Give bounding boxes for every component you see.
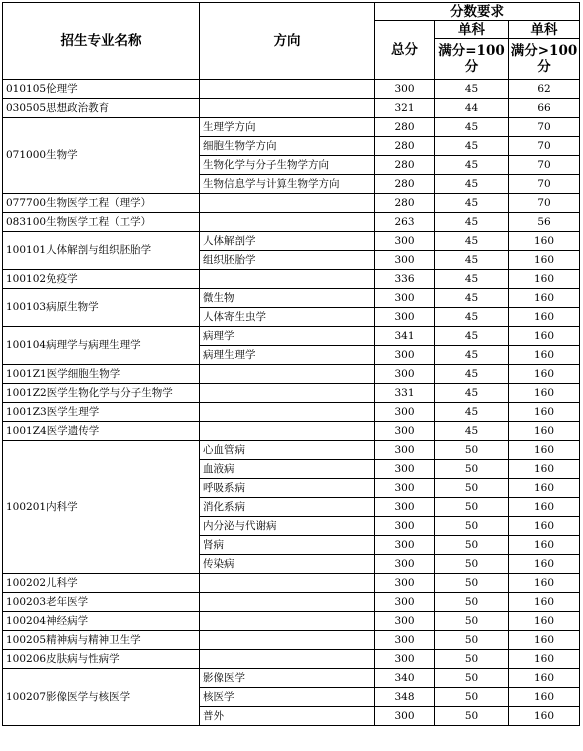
cell-major: 1001Z3医学生理学: [3, 403, 200, 422]
cell-single-subject-over-100: 160: [509, 555, 580, 574]
table-body: [3, 80, 580, 726]
cell-total-score: 300: [375, 707, 435, 726]
header-direction: 方向: [200, 3, 375, 80]
header-total-score: 总分: [375, 21, 435, 80]
cell-single-subject-100: 45: [435, 137, 509, 156]
cell-single-subject-100: 50: [435, 707, 509, 726]
cell-direction: 肾病: [200, 536, 375, 555]
cell-single-subject-100: 45: [435, 308, 509, 327]
cell-single-subject-100: 45: [435, 289, 509, 308]
cell-major: 100102免疫学: [3, 270, 200, 289]
cell-single-subject-100: 50: [435, 669, 509, 688]
cell-total-score: 300: [375, 593, 435, 612]
cell-major: 1001Z2医学生物化学与分子生物学: [3, 384, 200, 403]
cell-single-subject-over-100: 160: [509, 441, 580, 460]
cell-direction: [200, 593, 375, 612]
cell-single-subject-over-100: 160: [509, 346, 580, 365]
header-single-subject-b: 单科: [509, 21, 580, 39]
cell-direction: 病理学: [200, 327, 375, 346]
cell-single-subject-over-100: 66: [509, 99, 580, 118]
table-row: [3, 327, 580, 346]
cell-single-subject-over-100: 70: [509, 194, 580, 213]
cell-direction: 生理学方向: [200, 118, 375, 137]
cell-single-subject-100: 50: [435, 631, 509, 650]
cell-total-score: 280: [375, 194, 435, 213]
table-row: [3, 99, 580, 118]
table-row: [3, 669, 580, 688]
cell-total-score: 280: [375, 175, 435, 194]
cell-single-subject-over-100: 160: [509, 498, 580, 517]
cell-major: 030505思想政治教育: [3, 99, 200, 118]
cell-direction: 普外: [200, 707, 375, 726]
cell-single-subject-over-100: 160: [509, 631, 580, 650]
cell-single-subject-100: 45: [435, 175, 509, 194]
score-requirements-table: [2, 2, 580, 726]
cell-single-subject-100: 45: [435, 251, 509, 270]
cell-single-subject-over-100: 160: [509, 536, 580, 555]
cell-major: 100103病原生物学: [3, 289, 200, 327]
cell-single-subject-over-100: 160: [509, 517, 580, 536]
cell-direction: [200, 422, 375, 441]
table-row: [3, 574, 580, 593]
table-row: [3, 194, 580, 213]
table-row: [3, 232, 580, 251]
cell-total-score: 263: [375, 213, 435, 232]
cell-direction: [200, 574, 375, 593]
cell-major: 100204神经病学: [3, 612, 200, 631]
cell-single-subject-100: 45: [435, 346, 509, 365]
cell-direction: 生物信息学与计算生物学方向: [200, 175, 375, 194]
cell-direction: 消化系病: [200, 498, 375, 517]
cell-total-score: 280: [375, 156, 435, 175]
cell-total-score: 336: [375, 270, 435, 289]
table-row: [3, 289, 580, 308]
cell-total-score: 331: [375, 384, 435, 403]
cell-direction: 微生物: [200, 289, 375, 308]
cell-single-subject-over-100: 160: [509, 574, 580, 593]
cell-direction: [200, 384, 375, 403]
cell-total-score: 300: [375, 308, 435, 327]
cell-total-score: 280: [375, 118, 435, 137]
cell-single-subject-100: 45: [435, 232, 509, 251]
cell-single-subject-over-100: 160: [509, 460, 580, 479]
cell-major: 100205精神病与精神卫生学: [3, 631, 200, 650]
cell-single-subject-100: 45: [435, 80, 509, 99]
cell-single-subject-over-100: 160: [509, 479, 580, 498]
table-row: [3, 384, 580, 403]
cell-total-score: 300: [375, 365, 435, 384]
cell-single-subject-over-100: 160: [509, 650, 580, 669]
cell-single-subject-100: 50: [435, 612, 509, 631]
table-row: [3, 650, 580, 669]
cell-single-subject-100: 50: [435, 536, 509, 555]
cell-total-score: 300: [375, 289, 435, 308]
cell-direction: 心血管病: [200, 441, 375, 460]
cell-total-score: 300: [375, 536, 435, 555]
cell-single-subject-100: 45: [435, 422, 509, 441]
cell-single-subject-100: 45: [435, 156, 509, 175]
cell-total-score: 300: [375, 479, 435, 498]
header-single-subject-a: 单科: [435, 21, 509, 39]
cell-single-subject-over-100: 160: [509, 688, 580, 707]
cell-single-subject-100: 45: [435, 270, 509, 289]
cell-total-score: 300: [375, 232, 435, 251]
cell-single-subject-over-100: 160: [509, 612, 580, 631]
cell-total-score: 341: [375, 327, 435, 346]
cell-single-subject-over-100: 160: [509, 251, 580, 270]
cell-direction: [200, 194, 375, 213]
cell-single-subject-100: 50: [435, 479, 509, 498]
header-score-requirements: 分数要求: [375, 3, 580, 21]
cell-single-subject-100: 50: [435, 441, 509, 460]
cell-single-subject-100: 45: [435, 118, 509, 137]
table-row: [3, 213, 580, 232]
cell-single-subject-over-100: 160: [509, 422, 580, 441]
cell-major: 010105伦理学: [3, 80, 200, 99]
cell-direction: 影像医学: [200, 669, 375, 688]
cell-total-score: 300: [375, 403, 435, 422]
cell-single-subject-over-100: 70: [509, 175, 580, 194]
cell-single-subject-over-100: 160: [509, 593, 580, 612]
table-row: [3, 441, 580, 460]
cell-single-subject-100: 50: [435, 688, 509, 707]
cell-single-subject-over-100: 160: [509, 308, 580, 327]
cell-single-subject-100: 50: [435, 650, 509, 669]
table-row: [3, 403, 580, 422]
cell-single-subject-over-100: 160: [509, 270, 580, 289]
cell-total-score: 300: [375, 346, 435, 365]
cell-direction: [200, 650, 375, 669]
cell-major: 100206皮肤病与性病学: [3, 650, 200, 669]
cell-single-subject-100: 45: [435, 327, 509, 346]
cell-major: 100101人体解剖与组织胚胎学: [3, 232, 200, 270]
cell-single-subject-100: 44: [435, 99, 509, 118]
cell-direction: 核医学: [200, 688, 375, 707]
cell-single-subject-over-100: 160: [509, 327, 580, 346]
cell-direction: 呼吸系病: [200, 479, 375, 498]
cell-single-subject-over-100: 56: [509, 213, 580, 232]
cell-single-subject-over-100: 160: [509, 707, 580, 726]
cell-single-subject-100: 45: [435, 403, 509, 422]
cell-total-score: 300: [375, 574, 435, 593]
cell-total-score: 300: [375, 650, 435, 669]
table-row: [3, 593, 580, 612]
cell-single-subject-100: 50: [435, 460, 509, 479]
cell-direction: [200, 80, 375, 99]
cell-single-subject-over-100: 160: [509, 669, 580, 688]
cell-total-score: 300: [375, 612, 435, 631]
cell-direction: 内分泌与代谢病: [200, 517, 375, 536]
cell-direction: 血液病: [200, 460, 375, 479]
table-row: [3, 365, 580, 384]
cell-single-subject-100: 50: [435, 593, 509, 612]
cell-major: 1001Z4医学遗传学: [3, 422, 200, 441]
cell-single-subject-100: 45: [435, 384, 509, 403]
cell-total-score: 300: [375, 460, 435, 479]
cell-direction: [200, 403, 375, 422]
cell-total-score: 300: [375, 517, 435, 536]
cell-total-score: 280: [375, 137, 435, 156]
cell-total-score: 300: [375, 422, 435, 441]
cell-total-score: 300: [375, 555, 435, 574]
cell-total-score: 300: [375, 631, 435, 650]
table-row: [3, 80, 580, 99]
cell-single-subject-100: 50: [435, 498, 509, 517]
cell-direction: 人体解剖学: [200, 232, 375, 251]
cell-single-subject-over-100: 70: [509, 137, 580, 156]
cell-direction: [200, 365, 375, 384]
header-major: 招生专业名称: [3, 3, 200, 80]
cell-total-score: 348: [375, 688, 435, 707]
cell-single-subject-over-100: 160: [509, 365, 580, 384]
cell-direction: 传染病: [200, 555, 375, 574]
table-row: [3, 612, 580, 631]
cell-direction: 人体寄生虫学: [200, 308, 375, 327]
cell-single-subject-over-100: 62: [509, 80, 580, 99]
cell-direction: [200, 213, 375, 232]
cell-major: 077700生物医学工程（理学）: [3, 194, 200, 213]
cell-major: 100104病理学与病理生理学: [3, 327, 200, 365]
cell-single-subject-over-100: 160: [509, 232, 580, 251]
cell-single-subject-100: 50: [435, 574, 509, 593]
header-full-score-over-100: 满分>100分: [509, 39, 580, 80]
cell-direction: [200, 99, 375, 118]
cell-single-subject-over-100: 160: [509, 384, 580, 403]
cell-single-subject-100: 50: [435, 555, 509, 574]
cell-single-subject-100: 45: [435, 365, 509, 384]
table-row: [3, 422, 580, 441]
cell-single-subject-100: 45: [435, 213, 509, 232]
cell-single-subject-over-100: 70: [509, 156, 580, 175]
cell-total-score: 321: [375, 99, 435, 118]
cell-major: 100202儿科学: [3, 574, 200, 593]
cell-direction: [200, 270, 375, 289]
cell-single-subject-100: 50: [435, 517, 509, 536]
cell-total-score: 300: [375, 498, 435, 517]
cell-direction: 细胞生物学方向: [200, 137, 375, 156]
cell-direction: [200, 612, 375, 631]
cell-total-score: 300: [375, 441, 435, 460]
cell-major: 100201内科学: [3, 441, 200, 574]
cell-direction: 组织胚胎学: [200, 251, 375, 270]
cell-direction: [200, 631, 375, 650]
table-row: [3, 270, 580, 289]
header-full-score-100: 满分=100分: [435, 39, 509, 80]
cell-major: 083100生物医学工程（工学）: [3, 213, 200, 232]
cell-major: 100207影像医学与核医学: [3, 669, 200, 726]
table-row: [3, 118, 580, 137]
cell-direction: 生物化学与分子生物学方向: [200, 156, 375, 175]
cell-major: 100203老年医学: [3, 593, 200, 612]
cell-single-subject-over-100: 160: [509, 403, 580, 422]
cell-total-score: 340: [375, 669, 435, 688]
cell-single-subject-over-100: 160: [509, 289, 580, 308]
table-row: [3, 631, 580, 650]
cell-single-subject-100: 45: [435, 194, 509, 213]
cell-total-score: 300: [375, 251, 435, 270]
cell-total-score: 300: [375, 80, 435, 99]
cell-single-subject-over-100: 70: [509, 118, 580, 137]
cell-major: 071000生物学: [3, 118, 200, 194]
cell-major: 1001Z1医学细胞生物学: [3, 365, 200, 384]
cell-direction: 病理生理学: [200, 346, 375, 365]
